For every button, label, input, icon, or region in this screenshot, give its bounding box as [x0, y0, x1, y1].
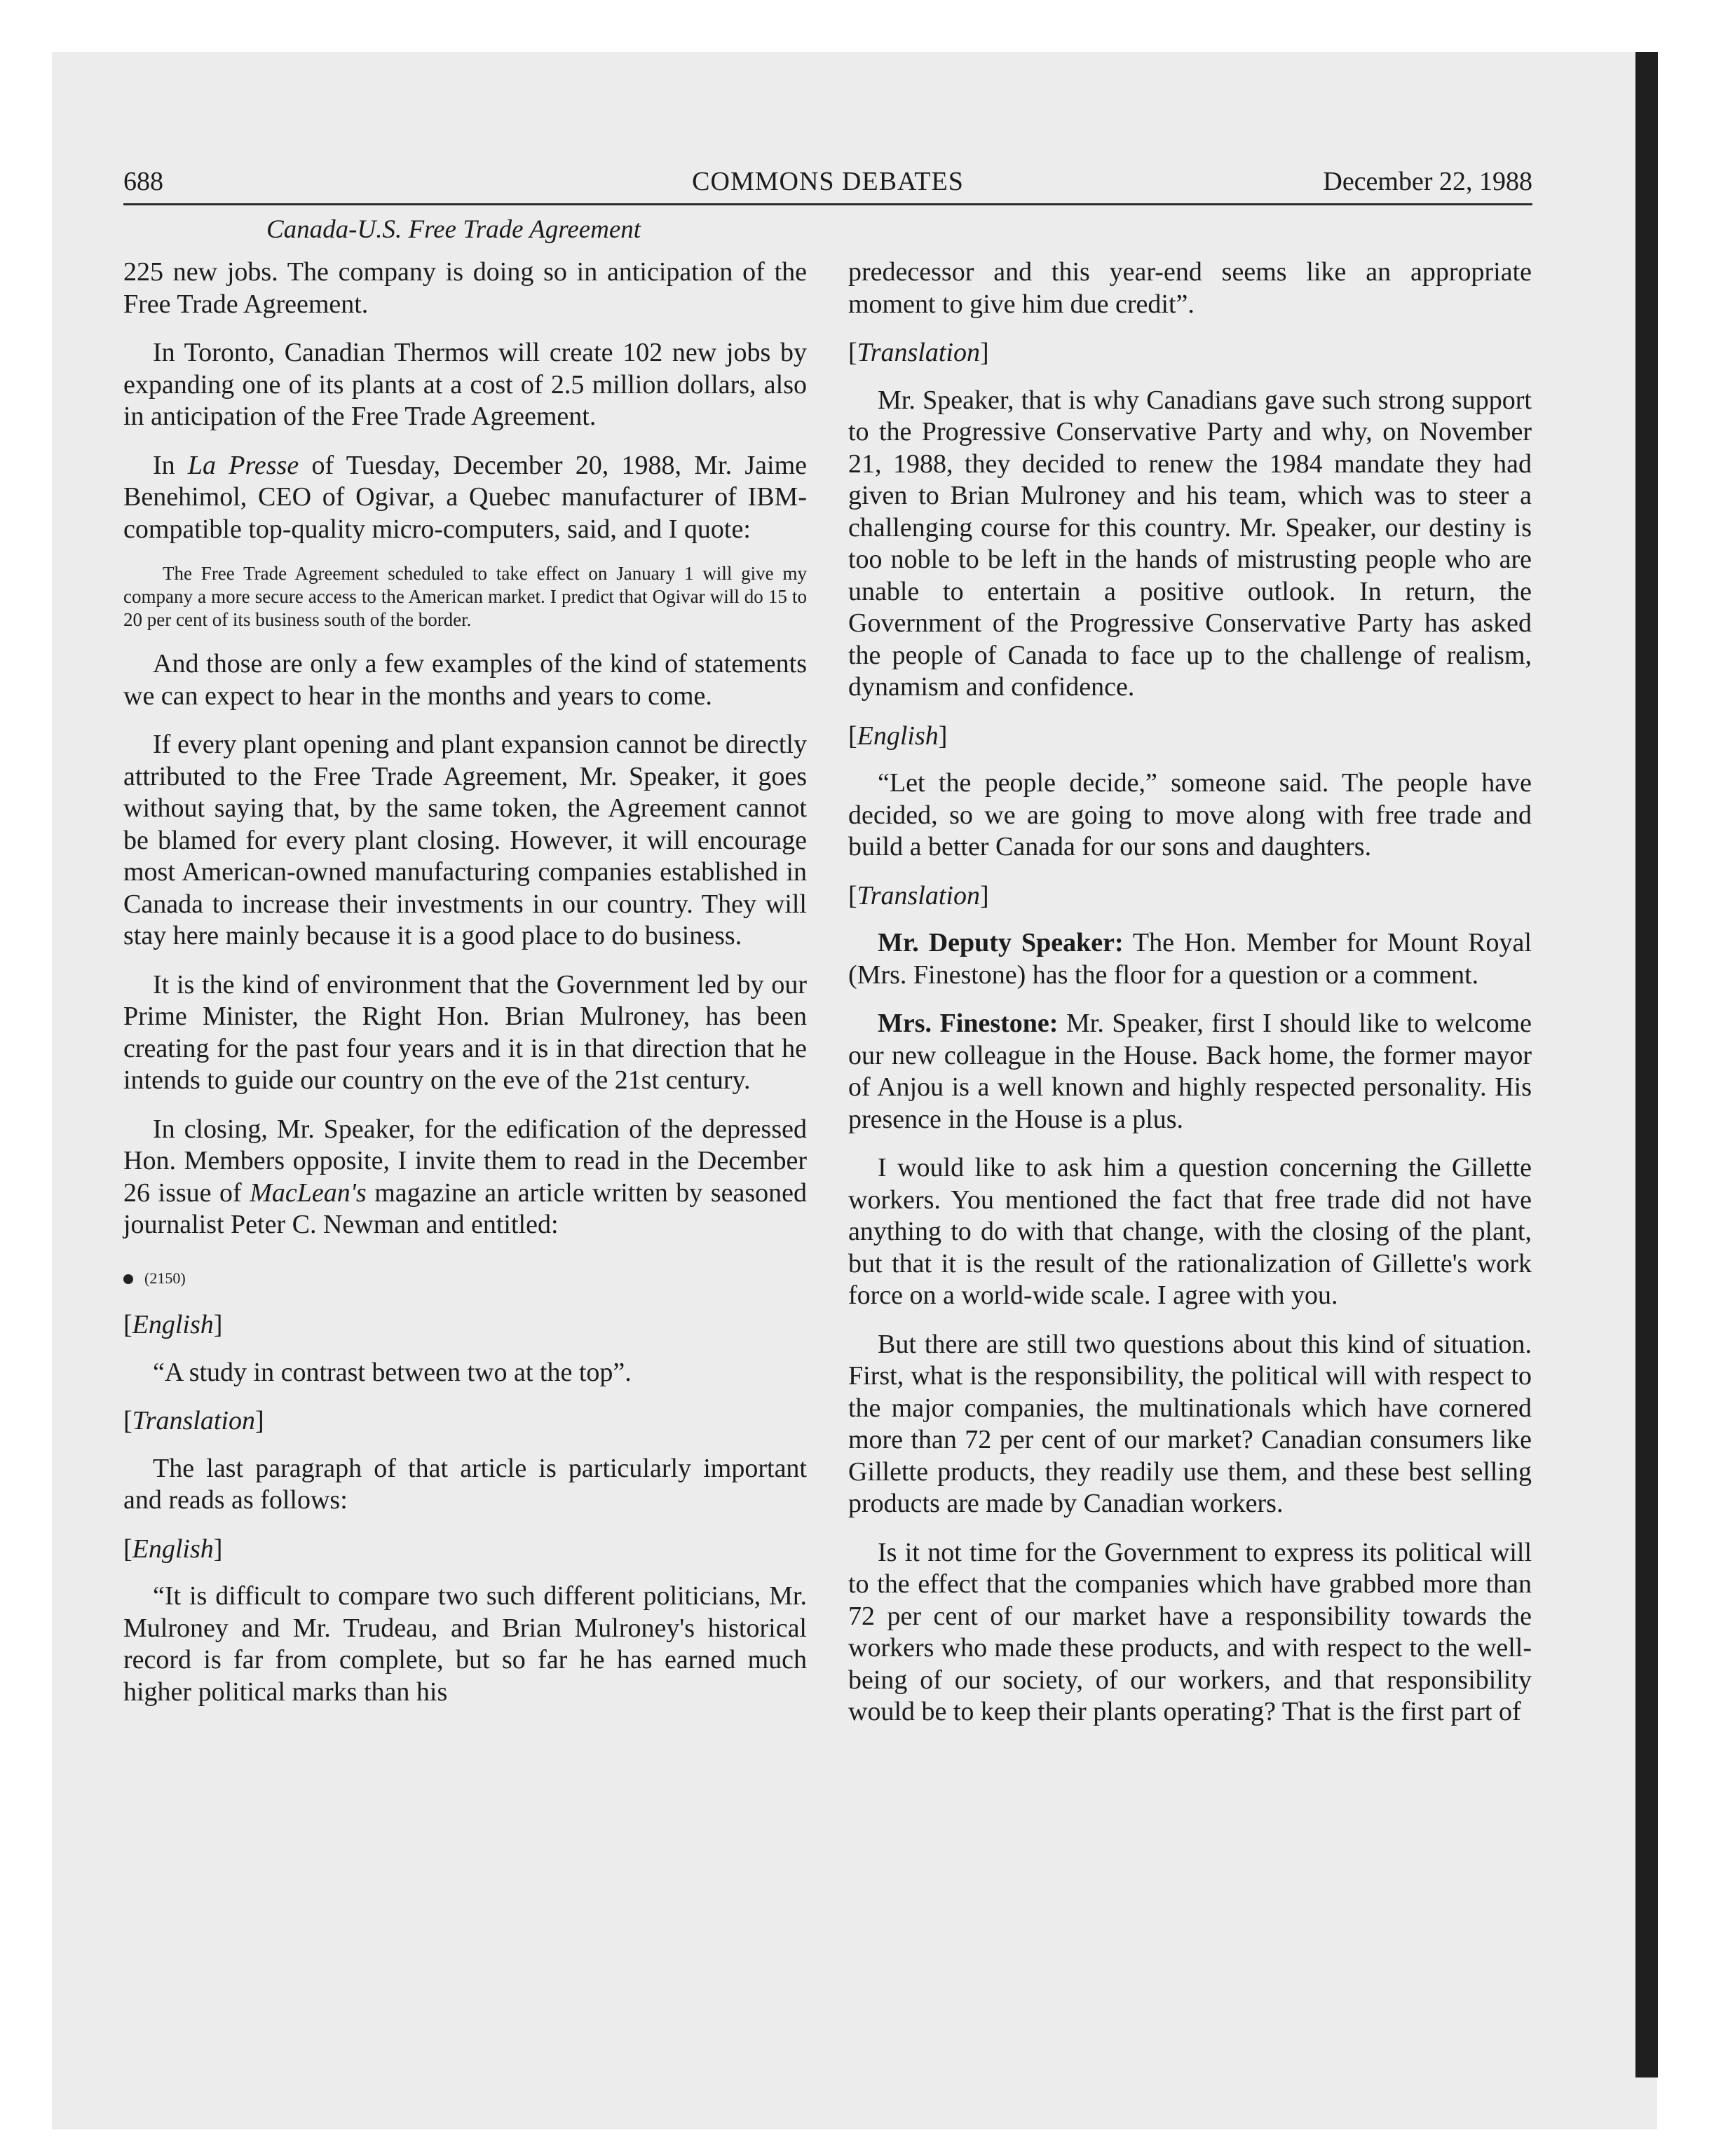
language-marker: [Translation] — [123, 1406, 264, 1435]
language-marker: [English] — [848, 721, 948, 751]
language-marker: [Translation] — [848, 880, 989, 910]
language-marker: [English] — [123, 1534, 223, 1564]
paragraph: Mr. Deputy Speaker: The Hon. Member for Mount Royal (Mrs. Finestone) has the floor for a question or a comment. — [848, 928, 1532, 990]
header-date: December 22, 1988 — [1323, 167, 1532, 196]
language-marker: [English] — [123, 1310, 223, 1339]
paragraph: Mrs. Finestone: Mr. Speaker, first I should like to welcome our new colleague in the House. Back home, the former mayor of Anjou is a well known and highly respected personality. His presence in the House is a plus. — [848, 1009, 1532, 1134]
paragraph: In closing, Mr. Speaker, for the edification of the depressed Hon. Members opposite, I invite them to read in the December 26 issue of MacLean's magazine an article written by seasoned journalist Peter C. Newman and entitled: — [123, 1114, 808, 1239]
paragraph: In La Presse of Tuesday, December 20, 1988, Mr. Jaime Benehimol, CEO of Ogivar, a Quebec manufacturer of IBM-compatible top-quality micro-computers, said, and I quote: — [123, 450, 808, 544]
left-column — [123, 257, 807, 1725]
paragraph: predecessor and this year-end seems like an appropriate moment to give him due credit”. — [848, 257, 1532, 319]
paragraph: But there are still two questions about this kind of situation. First, what is the responsibility, the political will with respect to the major companies, the multinationals which have cornered more than 72 per cent of our market? Canadian consumers like Gillette products, they readily use them, and these best selling products are made by Canadian workers. — [848, 1329, 1532, 1518]
paragraph: If every plant opening and plant expansion cannot be directly attributed to the Free Trade Agreement, Mr. Speaker, it goes without saying that, by the same token, the Agreement cannot be blamed for every plant closing. However, it will encourage most American-owned manufacturing companies established in Canada to increase their investments in our country. They will stay here mainly because it is a good place to do business. — [123, 730, 807, 950]
magazine-name: MacLean's — [250, 1178, 367, 1208]
right-column — [848, 257, 1532, 1745]
paragraph: “Let the people decide,” someone said. The people have decided, so we are going to move along with free trade and build a better Canada for our sons and daughters. — [848, 768, 1532, 861]
paragraph: “It is difficult to compare two such different politicians, Mr. Mulroney and Mr. Trudeau, and Brian Mulroney's historical record is far from complete, but so far he has earned much higher political marks than his — [123, 1581, 807, 1707]
paragraph: And those are only a few examples of the kind of statements we can expect to hear in the months and years to come. — [123, 649, 807, 711]
speaker-name: Mr. Deputy Speaker: — [878, 928, 1124, 957]
paragraph: Is it not time for the Government to express its political will to the effect that the companies which have grabbed more than 72 per cent of our market have a responsibility towards the workers who made these products, and with respect to the well-being of our society, of our workers, and that responsibility would be to keep their plants operating? That is the first part of — [848, 1537, 1532, 1726]
bullet-icon — [123, 1274, 133, 1284]
page-header — [123, 160, 1532, 205]
publication-name: La Presse — [187, 450, 299, 480]
running-subhead: Canada-U.S. Free Trade Agreement — [266, 215, 641, 244]
paragraph: The last paragraph of that article is particularly important and reads as follows: — [123, 1453, 807, 1515]
paragraph: Mr. Speaker, that is why Canadians gave such strong support to the Progressive Conservative Party and why, on November 21, 1988, they decided to renew the 1984 mandate they had given to Brian Mulroney and his team, which was to steer a challenging course for this country. Mr. Speaker, our destiny is too noble to be left in the hands of mistrusting people who are unable to entertain a positive outlook. In return, the Government of the Progressive Conservative Party has asked the people of Canada to face up to the challenge of realism, dynamism and confidence. — [848, 385, 1532, 702]
publication-title: COMMONS DEBATES — [692, 167, 964, 196]
language-marker: [Translation] — [848, 338, 989, 367]
paragraph: It is the kind of environment that the Government led by our Prime Minister, the Right Hon. Brian Mulroney, has been creating for the past four years and it is in that direction that he intends to guide our country on the eve of the 21st century. — [123, 969, 807, 1095]
paragraph: I would like to ask him a question concerning the Gillette workers. You mentioned the fact that free trade did not have anything to do with that change, with the closing of the plant, but that it is the result of the rationalization of Gillette's work force on a world-wide scale. I agree with you. — [848, 1153, 1532, 1310]
speaker-name: Mrs. Finestone: — [878, 1009, 1059, 1038]
block-quote: The Free Trade Agreement scheduled to take effect on January 1 will give my company a more secure access to the American market. I predict that Ogivar will do 15 to 20 per cent of its business south of the border. — [123, 563, 807, 630]
paragraph: 225 new jobs. The company is doing so in anticipation of the Free Trade Agreement. — [123, 257, 807, 319]
paragraph: In Toronto, Canadian Thermos will create 102 new jobs by expanding one of its plants at a cost of 2.5 million dollars, also in anticipation of the Free Trade Agreement. — [123, 338, 807, 431]
page-number: 688 — [123, 167, 163, 196]
binding-edge — [1635, 52, 1658, 2077]
timestamp-marker: (2150) — [123, 1262, 807, 1295]
paragraph: “A study in contrast between two at the top”. — [153, 1357, 632, 1387]
